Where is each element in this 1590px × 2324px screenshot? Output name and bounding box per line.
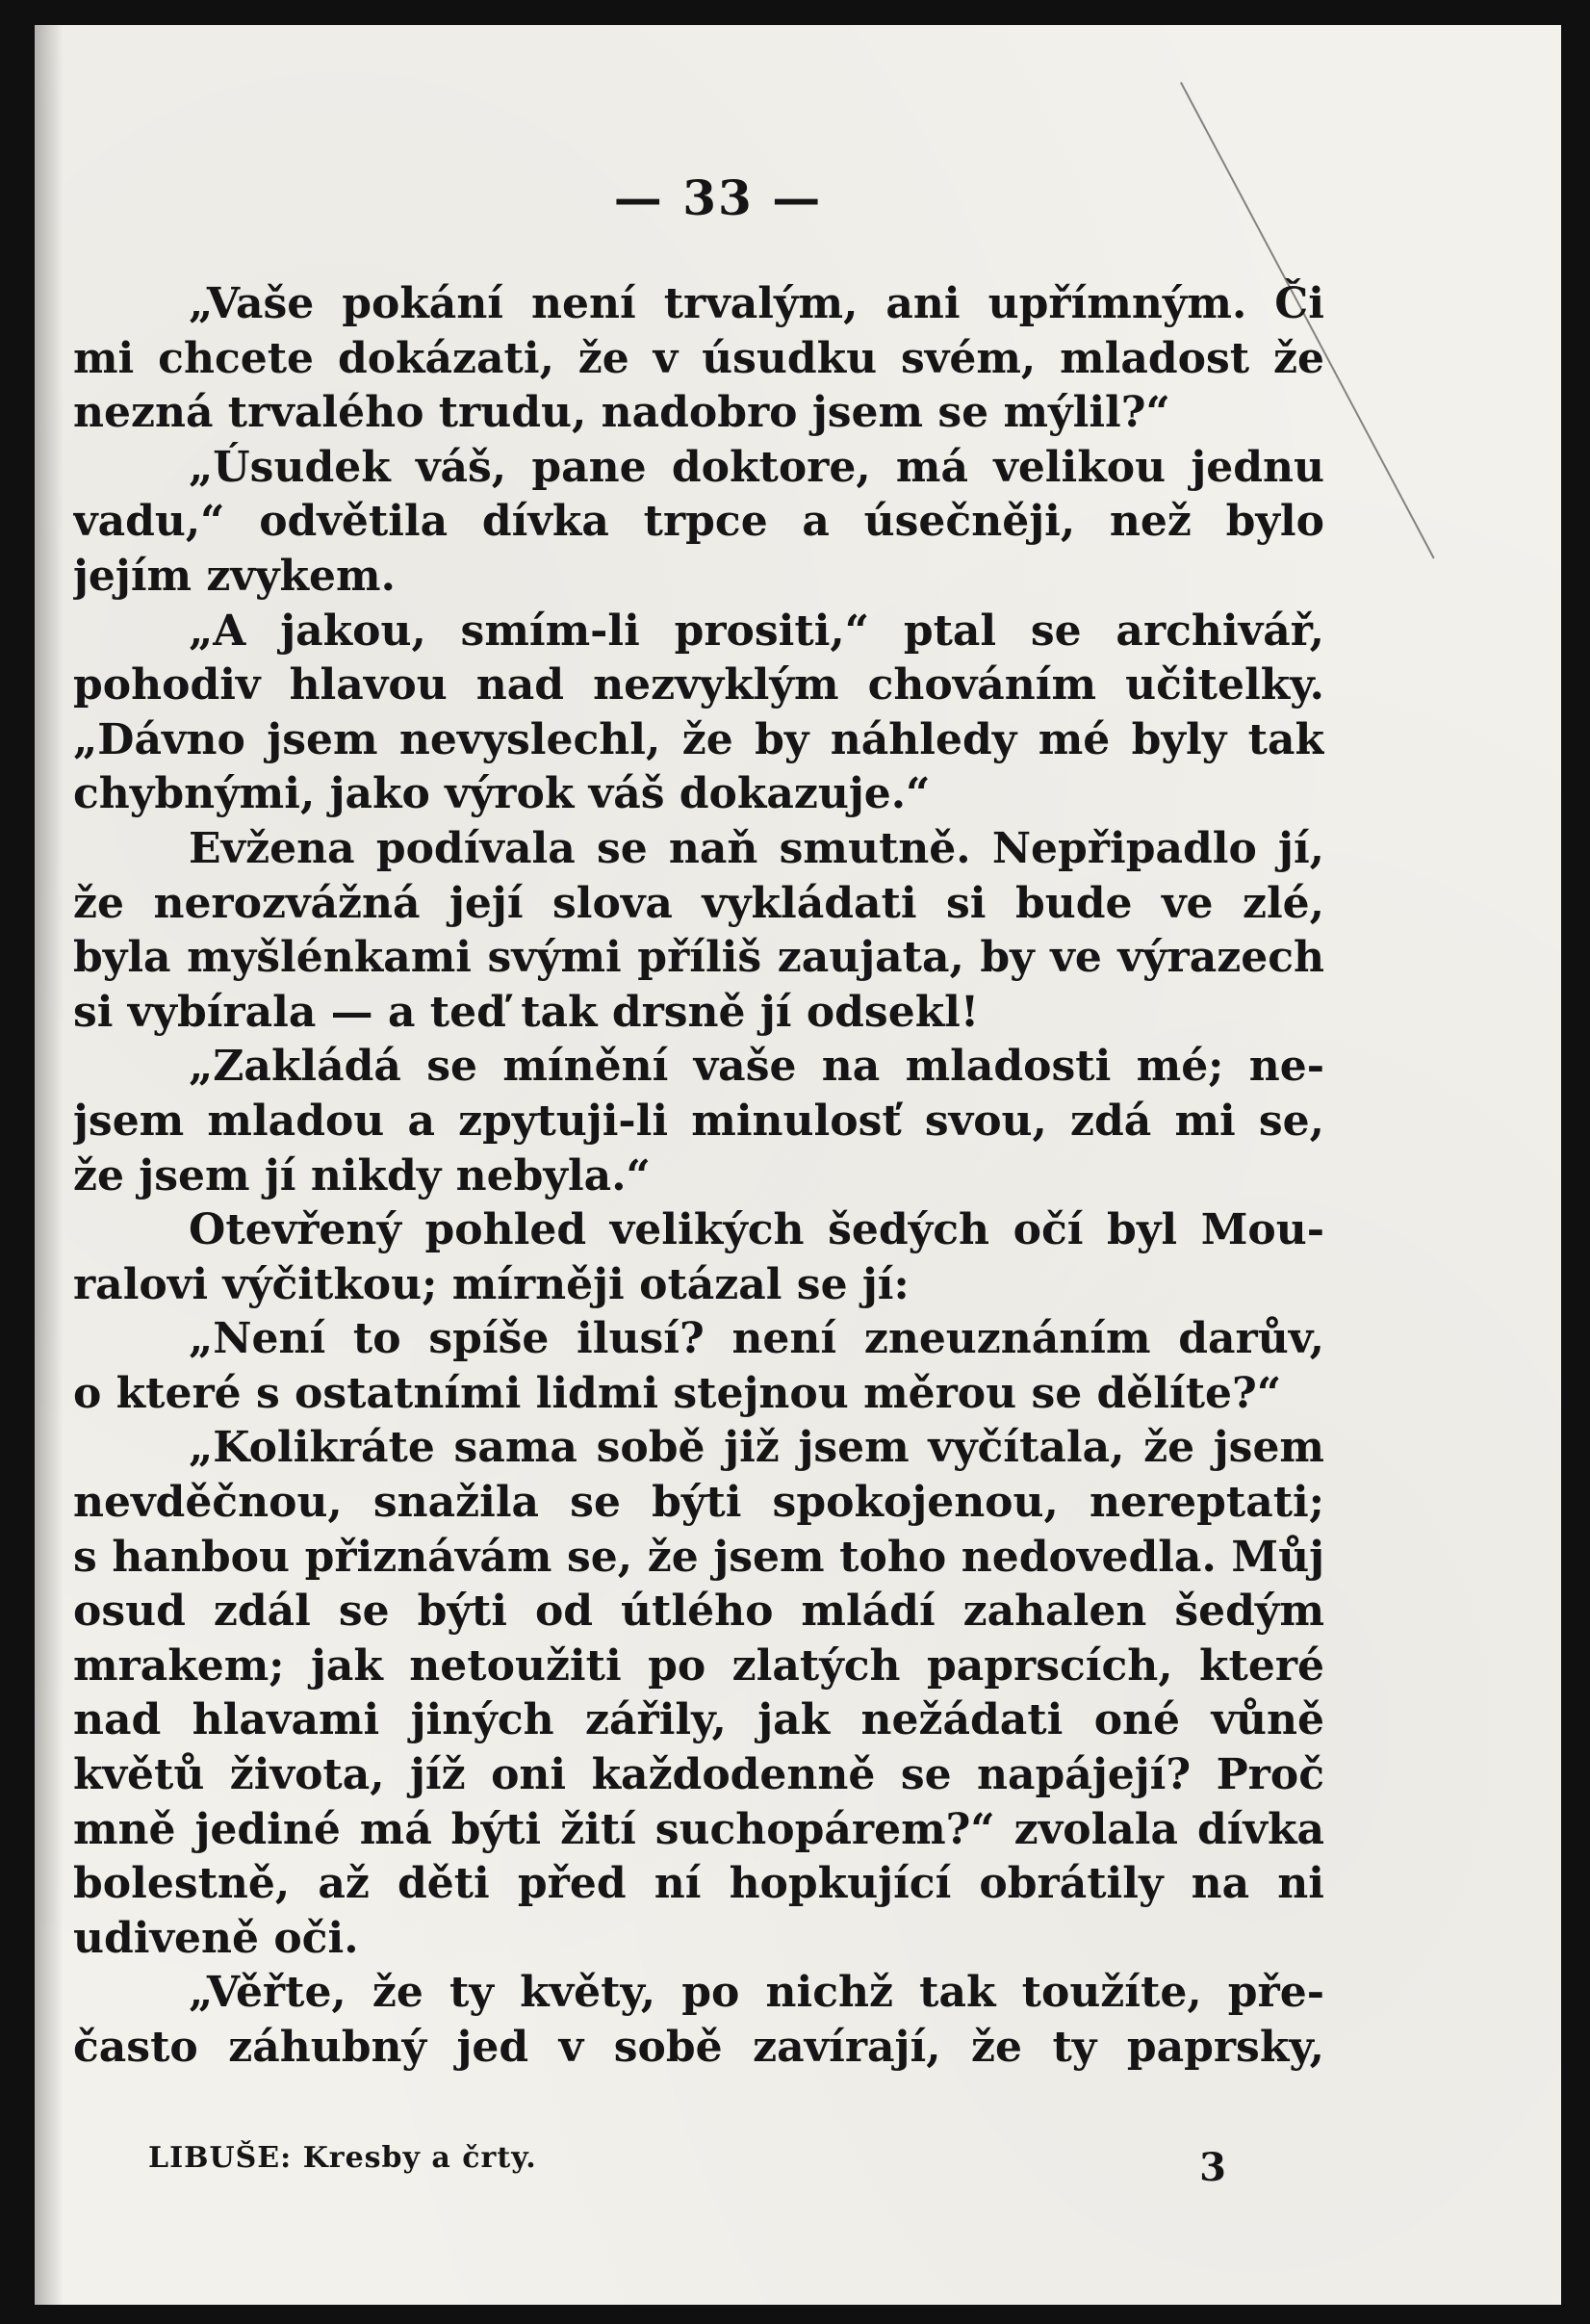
text-line: květů života, jíž oni každodenně se napájejí? Proč — [73, 1750, 1324, 1800]
text-line: jsem mladou a zpytuji-li minulosť svou, zdá mi se, — [73, 1096, 1324, 1146]
text-line: „Věřte, že ty květy, po nichž tak toužíte, pře- — [189, 1968, 1324, 2018]
text-line: „Kolikráte sama sobě již jsem vyčítala, že jsem — [189, 1423, 1324, 1473]
text-line: často záhubný jed v sobě zavírají, že ty paprsky, — [73, 2023, 1324, 2072]
text-line: nezná trvalého trudu, nadobro jsem se mýlil?“ — [73, 388, 1170, 438]
text-line: bolestně, až děti před ní hopkující obrátily na ni — [73, 1859, 1324, 1909]
text-line: chybnými, jako výrok váš dokazuje.“ — [73, 769, 931, 819]
text-line: že jsem jí nikdy nebyla.“ — [73, 1150, 651, 1201]
text-line: mrakem; jak netoužiti po zlatých paprscích, které — [73, 1640, 1324, 1691]
text-line: pohodiv hlavou nad nezvyklým chováním učitelky. — [73, 660, 1324, 710]
text-line: vadu,“ odvětila dívka trpce a úsečněji, než bylo — [73, 497, 1324, 547]
text-line: ralovi výčitkou; mírněji otázal se jí: — [73, 1259, 910, 1309]
signature-mark: 3 — [1199, 2145, 1226, 2190]
text-line: Otevřený pohled velikých šedých očí byl Mou- — [189, 1205, 1324, 1255]
text-line: mně jediné má býti žití suchopárem?“ zvolala dívka — [73, 1804, 1324, 1854]
text-line: si vybírala — a teď tak drsně jí odsekl! — [73, 987, 980, 1037]
text-line: že nerozvážná její slova vykládati si bude ve zlé, — [73, 878, 1324, 928]
text-line: udiveně oči. — [73, 1913, 359, 1963]
text-line: o které s ostatními lidmi stejnou měrou se dělíte?“ — [73, 1368, 1282, 1418]
text-line: „Vaše pokání není trvalým, ani upřímným. Či — [189, 279, 1324, 328]
text-line: nevděčnou, snažila se býti spokojenou, nereptati; — [73, 1478, 1324, 1528]
text-line: s hanbou přiznávám se, že jsem toho nedovedla. Můj — [73, 1532, 1324, 1582]
text-line: Evžena podívala se naň smutně. Nepřipadlo jí, — [189, 823, 1324, 873]
text-line: „Dávno jsem nevyslechl, že by náhledy mé byly tak — [73, 714, 1324, 764]
text-line: „Není to spíše ilusí? není zneuznáním darův, — [189, 1314, 1324, 1364]
text-line: mi chcete dokázati, že v úsudku svém, mladost že — [73, 333, 1324, 383]
footer-imprint: LIBUŠE: Kresby a črty. — [148, 2141, 537, 2175]
page-footer — [148, 2131, 1226, 2189]
text-line: byla myšlénkami svými příliš zaujata, by ve výrazech — [73, 933, 1324, 983]
binding-shadow — [35, 25, 64, 2305]
text-line: osud zdál se býti od útlého mládí zahalen šedým — [73, 1587, 1324, 1637]
text-line: nad hlavami jiných zářily, jak nežádati oné vůně — [73, 1695, 1324, 1745]
text-line: „A jakou, smím-li prositi,“ ptal se archivář, — [189, 606, 1324, 656]
book-page — [35, 25, 1561, 2305]
text-line: jejím zvykem. — [73, 551, 396, 601]
text-line: „Zakládá se mínění vaše na mladosti mé; ne- — [189, 1042, 1324, 1092]
body-text — [73, 277, 1324, 2076]
page-number: — 33 — — [613, 169, 823, 226]
text-line: „Úsudek váš, pane doktore, má velikou jednu — [189, 442, 1324, 492]
